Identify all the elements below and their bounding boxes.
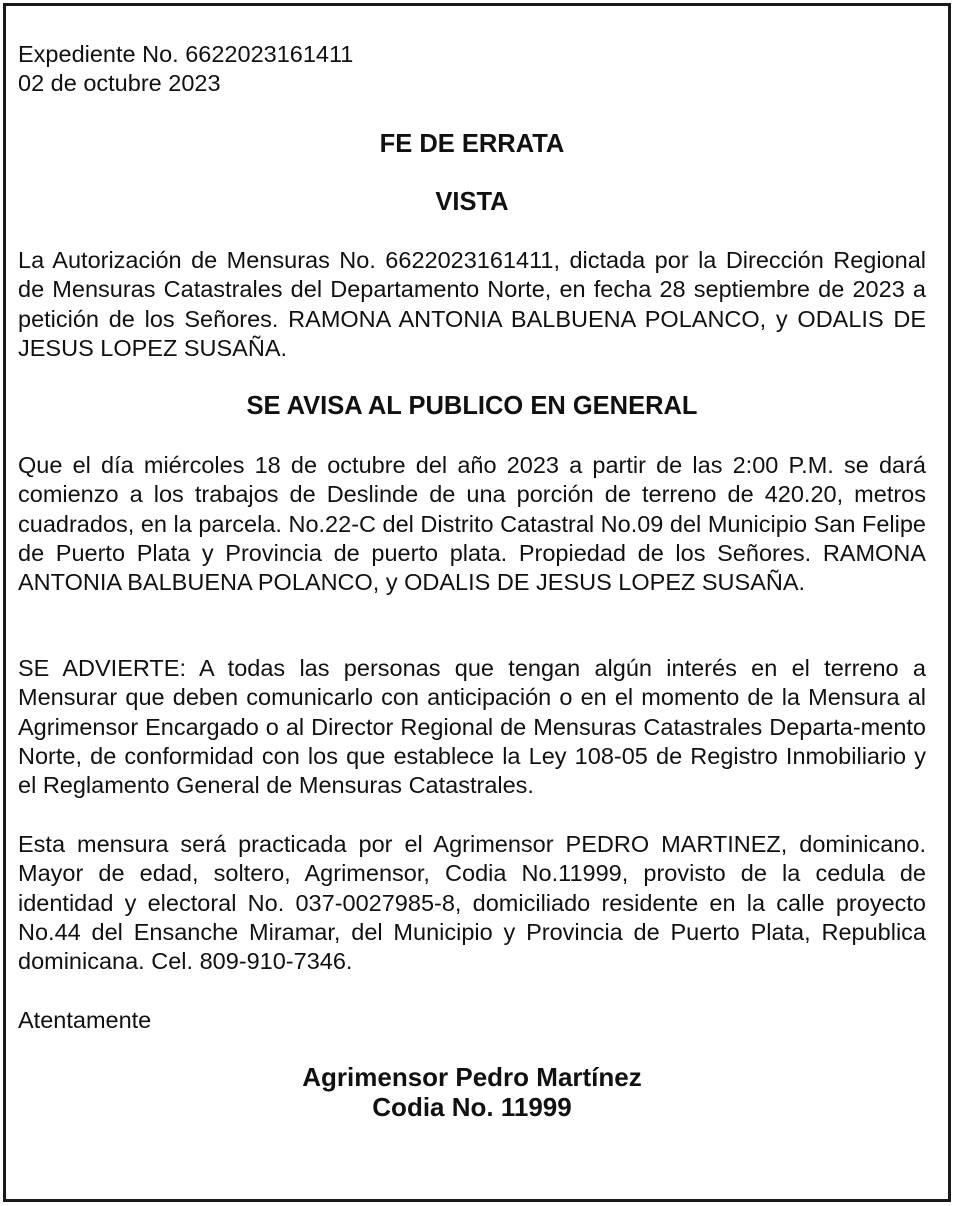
public-notice-heading: SE AVISA AL PUBLICO EN GENERAL — [246, 392, 698, 420]
closing-text: Atentamente — [18, 1007, 152, 1033]
warning-paragraph: SE ADVIERTE: A todas las personas que tengan algún interés en el terreno a Mensurar que deben comunicarlo con anticipación o en el momento de la Mensura al Agrimensor Encargado o al Director Regional de Mensuras Catastrales Departa-mento Norte, de conformidad con los que establece la Ley 108-05 de Registro Inmobiliario y el Reglamento General de Mensuras Catastrales. — [18, 655, 926, 799]
survey-schedule-paragraph: Que el día miércoles 18 de octubre del año 2023 a partir de las 2:00 P.M. se dará comienzo a los trabajos de Deslinde de una porción de terreno de 420.20, metros cuadrados, en la parcela. No.22-C del Distrito Catastral No.09 del Municipio San Felipe de Puerto Plata y Provincia de puerto plata. Propiedad de los Señores. RAMONA ANTONIA BALBUENA POLANCO, y ODALIS DE JESUS LOPEZ SUSAÑA. — [18, 452, 926, 596]
surveyor-paragraph: Esta mensura será practicada por el Agrimensor PEDRO MARTINEZ, dominicano. Mayor de edad, soltero, Agrimensor, Codia No.11999, provisto de la cedula de identidad y electoral No. 037-0027985-8, domiciliado residente en la calle proyecto No.44 del Ensanche Miramar, del Municipio y Provincia de Puerto Plata, Republica dominicana. Cel. 809-910-7346. — [18, 831, 926, 975]
signature-name: Agrimensor Pedro Martínez — [302, 1062, 642, 1092]
subtitle-heading: VISTA — [435, 188, 509, 216]
signature-codia: Codia No. 11999 — [372, 1092, 572, 1122]
header-block — [18, 40, 353, 99]
title-heading: FE DE ERRATA — [379, 130, 565, 158]
notice-date: 02 de octubre 2023 — [18, 70, 221, 97]
expediente-number: Expediente No. 6622023161411 — [18, 41, 354, 67]
authorization-paragraph: La Autorización de Mensuras No. 6622023161411, dictada por la Dirección Regional de Mensuras Catastrales del Departamento Norte, en fecha 28 septiembre de 2023 a petición de los Señores. RAMONA ANTONIA BALBUENA POLANCO, y ODALIS DE JESUS LOPEZ SUSAÑA. — [18, 247, 926, 361]
signature-block — [18, 1062, 926, 1122]
